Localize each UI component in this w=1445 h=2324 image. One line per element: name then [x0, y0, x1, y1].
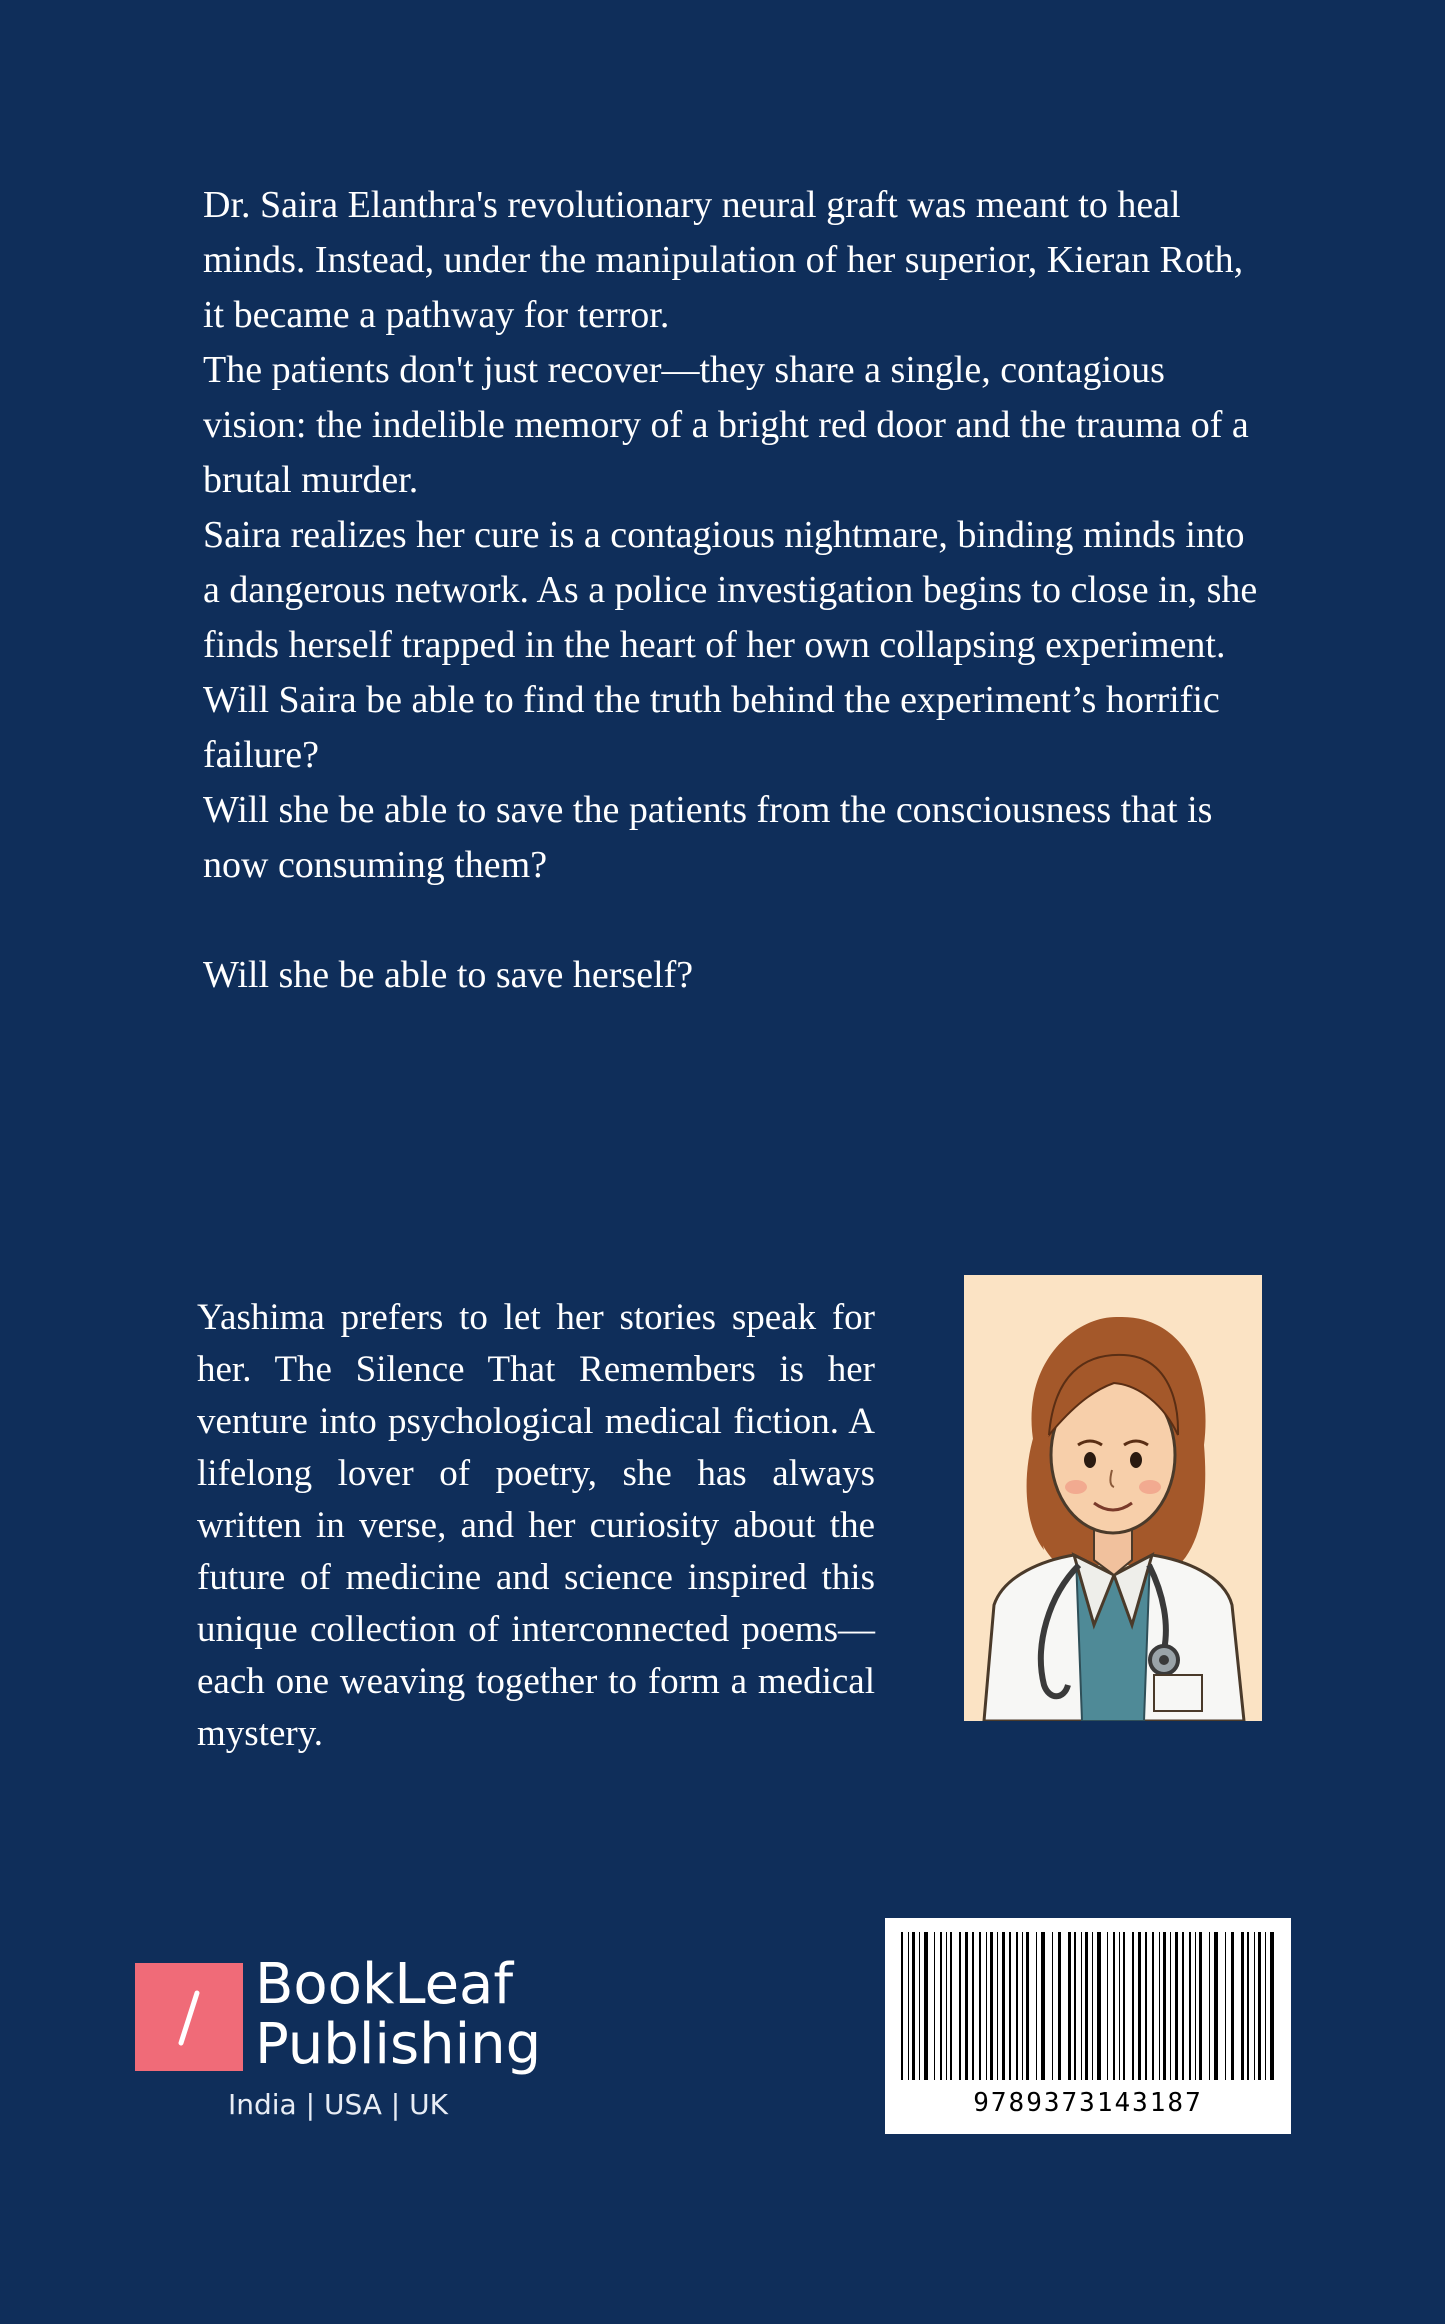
- barcode-bar: [1152, 1932, 1154, 2080]
- barcode-bar: [972, 1932, 974, 2080]
- barcode-bar: [1002, 1932, 1005, 2080]
- barcode-bar: [997, 1932, 998, 2080]
- barcode-bar: [1092, 1932, 1093, 2080]
- barcode-bar: [959, 1932, 961, 2080]
- barcode-bar: [1199, 1932, 1202, 2080]
- barcode-bar: [1097, 1932, 1101, 2080]
- barcode-bar: [1107, 1932, 1108, 2080]
- barcode-bar: [1170, 1932, 1171, 2080]
- barcode-bar: [912, 1932, 915, 2080]
- barcode-bar: [919, 1932, 920, 2080]
- blurb-paragraph-2: The patients don't just recover—they share a single, contagious vision: the indelible memory of a bright red door and the trauma of a brutal murder.: [203, 349, 1249, 501]
- barcode-bar: [1068, 1932, 1071, 2080]
- doctor-illustration-icon: [964, 1275, 1262, 1721]
- barcode-bar: [1085, 1932, 1088, 2080]
- barcode-bar: [1159, 1932, 1160, 2080]
- barcode-bar: [1270, 1932, 1274, 2080]
- barcode-bar: [1258, 1932, 1261, 2080]
- publisher-logo: [135, 1952, 555, 2135]
- barcode-bar: [934, 1932, 935, 2080]
- barcode-bar: [1145, 1932, 1147, 2080]
- book-blurb: [203, 178, 1263, 1003]
- publisher-name-line1: BookLeaf: [255, 1952, 514, 2017]
- barcode-bar: [1231, 1932, 1234, 2080]
- barcode-bar: [1113, 1932, 1115, 2080]
- publisher-regions: India | USA | UK: [228, 2088, 448, 2121]
- blurb-paragraph-6: Will she be able to save herself?: [203, 954, 694, 996]
- barcode-bar: [1041, 1932, 1045, 2080]
- barcode-bar: [965, 1932, 968, 2080]
- barcode-bar: [1254, 1932, 1255, 2080]
- barcode-bar: [1214, 1932, 1218, 2080]
- barcode-bar: [1138, 1932, 1141, 2080]
- barcode-bar: [1074, 1932, 1076, 2080]
- barcode-bar: [1026, 1932, 1029, 2080]
- barcode-bar: [979, 1932, 981, 2080]
- barcode-bar: [1209, 1932, 1210, 2080]
- blurb-paragraph-5: Will she be able to save the patients from the consciousness that is now consuming them?: [203, 789, 1213, 886]
- author-portrait: [964, 1275, 1262, 1721]
- barcode-bar: [1081, 1932, 1082, 2080]
- barcode-bar: [1123, 1932, 1125, 2080]
- blurb-paragraph-4: Will Saira be able to find the truth behind the experiment’s horrific failure?: [203, 679, 1220, 776]
- barcode-bar: [1175, 1932, 1178, 2080]
- barcode-bar: [940, 1932, 942, 2080]
- barcode-bar: [901, 1932, 903, 2080]
- barcode-bar: [1225, 1932, 1226, 2080]
- barcode-bar: [1163, 1932, 1166, 2080]
- barcode-bar: [1189, 1932, 1191, 2080]
- barcode-bar: [1058, 1932, 1061, 2080]
- barcode-bar: [990, 1932, 993, 2080]
- barcode-bars-icon: [899, 1932, 1277, 2080]
- barcode-bar: [1182, 1932, 1184, 2080]
- barcode-bar: [946, 1932, 947, 2080]
- barcode-bar: [950, 1932, 952, 2080]
- barcode-bar: [1022, 1932, 1023, 2080]
- barcode-bar: [1247, 1932, 1249, 2080]
- isbn-number: 9789373143187: [973, 2088, 1203, 2118]
- barcode-bar: [924, 1932, 928, 2080]
- barcode-bar: [1195, 1932, 1196, 2080]
- barcode-bar: [1132, 1932, 1134, 2080]
- isbn-barcode: [885, 1918, 1291, 2134]
- barcode-bar: [1016, 1932, 1018, 2080]
- barcode-bar: [986, 1932, 987, 2080]
- barcode-bar: [1036, 1932, 1037, 2080]
- barcode-bar: [908, 1932, 909, 2080]
- publisher-name: [255, 1952, 542, 2077]
- barcode-bar: [1009, 1932, 1011, 2080]
- barcode-bar: [1241, 1932, 1244, 2080]
- publisher-name-line2: Publishing: [255, 2012, 542, 2077]
- publisher-mark-icon: [135, 1963, 243, 2071]
- barcode-bar: [1265, 1932, 1266, 2080]
- author-bio: Yashima prefers to let her stories speak for her. The Silence That Remembers is her venture into psychological medical fiction. A lifelong lover of poetry, she has always written in verse, and her curiosity about the future of medicine and science inspired this unique collection of interconnected poems—each one weaving together to form a medical mystery.: [197, 1297, 875, 1754]
- barcode-bar: [1119, 1932, 1120, 2080]
- blurb-paragraph-3: Saira realizes her cure is a contagious nightmare, binding minds into a dangerous network. As a police investigation begins to close in, she finds herself trapped in the heart of her own collapsing experiment.: [203, 514, 1258, 666]
- blurb-paragraph-1: Dr. Saira Elanthra's revolutionary neural graft was meant to heal minds. Instead, under the manipulation of her superior, Kieran Roth, it became a pathway for terror.: [203, 184, 1244, 336]
- barcode-bar: [1052, 1932, 1053, 2080]
